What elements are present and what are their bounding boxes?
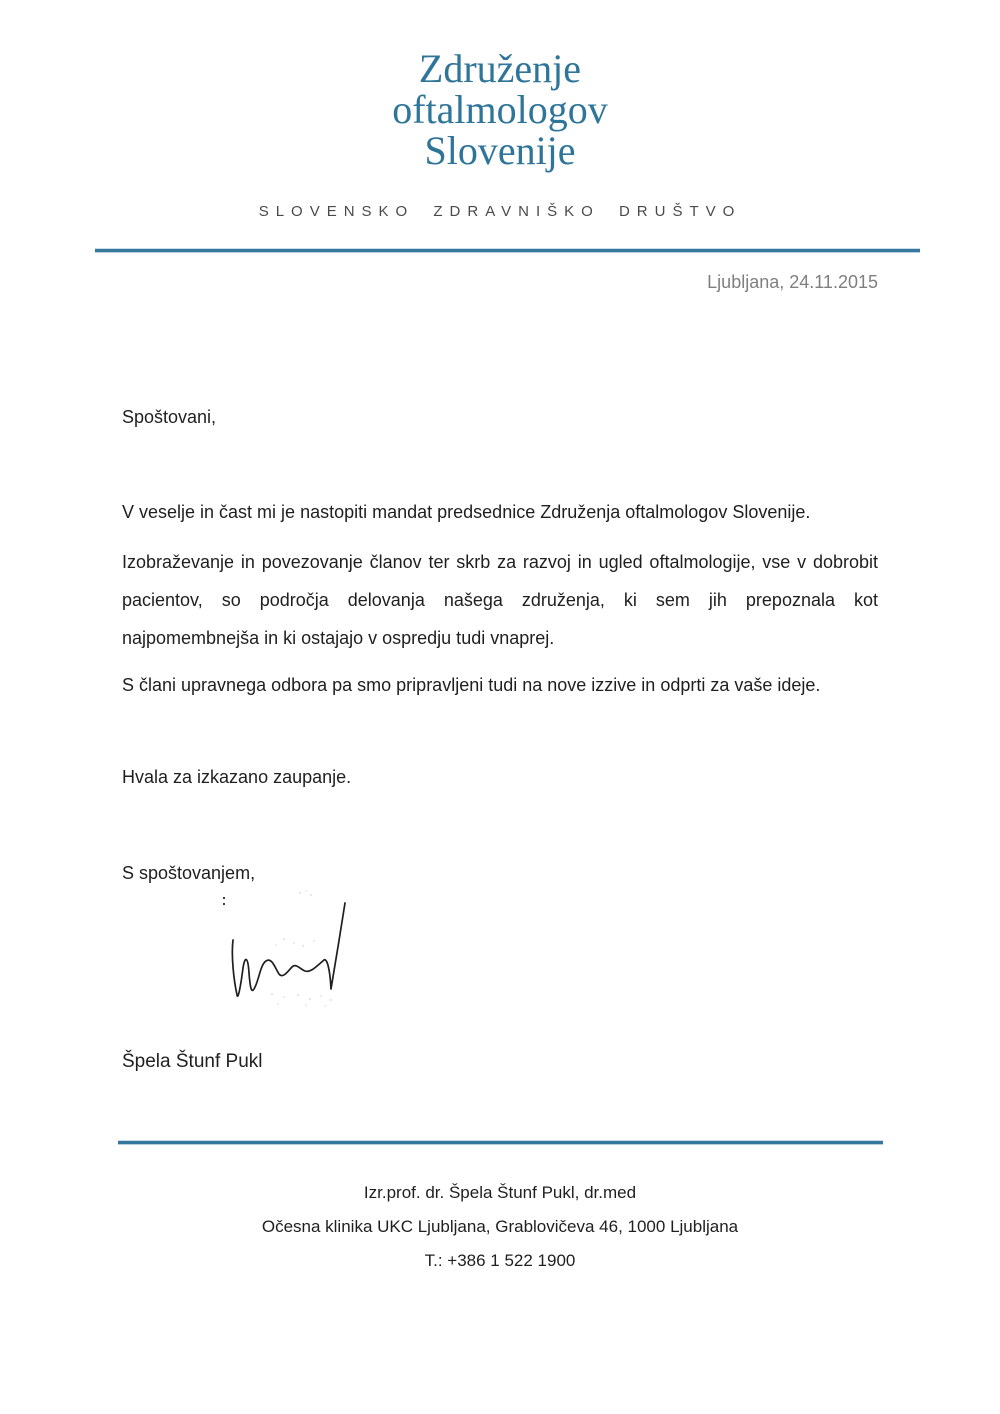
org-name-line-2: oftalmologov <box>392 87 608 132</box>
handwritten-signature <box>210 885 360 1010</box>
signer-name: Špela Štunf Pukl <box>122 1051 263 1072</box>
salutation: Spoštovani, <box>122 407 217 427</box>
footer <box>0 1184 1000 1286</box>
footer-divider-rule <box>118 1141 883 1144</box>
footer-signer-title: Izr.prof. dr. Špela Štunf Pukl, dr.med <box>363 1183 637 1202</box>
paragraph-1: V veselje in čast mi je nastopiti mandat predsednice Združenja oftalmologov Slovenije. <box>122 502 811 522</box>
org-name-line-3: Slovenije <box>424 128 576 173</box>
organization-name <box>0 48 1000 171</box>
thanks-line: Hvala za izkazano zaupanje. <box>122 767 352 787</box>
signature-stroke <box>232 903 345 996</box>
society-subtitle: SLOVENSKO ZDRAVNIŠKO DRUŠTVO <box>258 203 742 220</box>
header-divider-rule <box>95 249 920 252</box>
footer-address: Očesna klinika UKC Ljubljana, Grablovičeva 46, 1000 Ljubljana <box>261 1217 739 1236</box>
org-name-line-1: Združenje <box>418 46 582 91</box>
signature-ink-dot <box>223 897 225 899</box>
letterhead <box>0 48 1000 220</box>
signature-ink-dot <box>223 903 225 905</box>
paragraph-3: S člani upravnega odbora pa smo pripravljeni tudi na nove izzive in odprti za vaše ideje. <box>122 675 821 695</box>
faint-stamp-specks <box>271 890 332 1006</box>
paragraph-2: Izobraževanje in povezovanje članov ter skrb za razvoj in ugled oftalmologije, vse v dobrobit pacientov, so področja delovanja našega združenja, ki sem jih prepoznala kot najpomembnejša in ki ostajajo v ospredju tudi vnaprej. <box>122 552 878 648</box>
footer-phone: T.: +386 1 522 1900 <box>424 1251 576 1270</box>
date-line: Ljubljana, 24.11.2015 <box>707 272 878 292</box>
closing-line: S spoštovanjem, <box>122 863 256 883</box>
